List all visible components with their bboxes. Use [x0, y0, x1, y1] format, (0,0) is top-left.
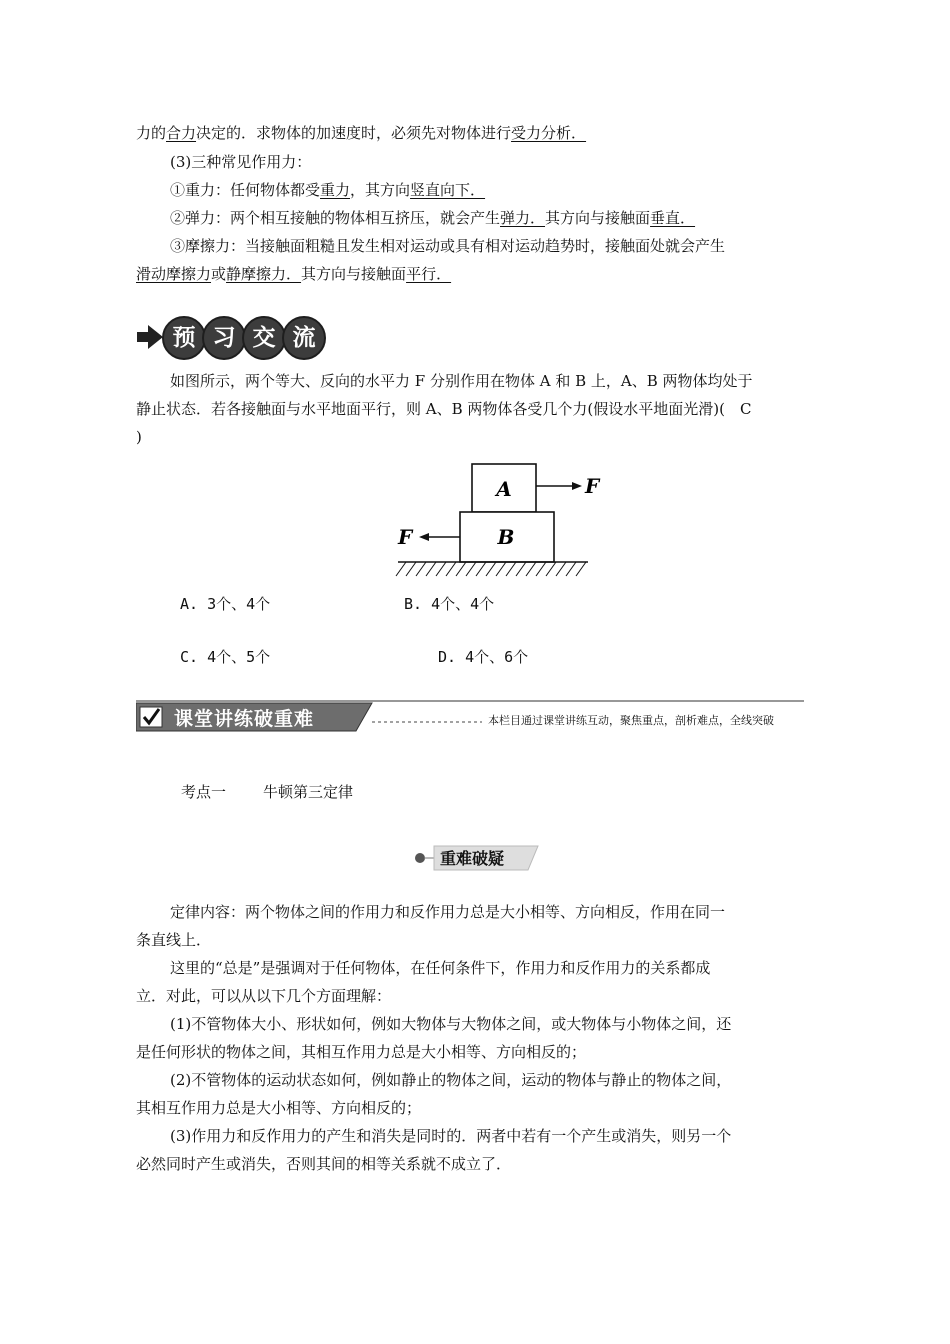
force-diagram: [392, 460, 612, 582]
section-note: 本栏目通过课堂讲练互动，聚焦重点，剖析难点，全线突破: [488, 714, 774, 727]
intro-line-3: [170, 180, 816, 200]
body-p5-line-2: 必然同时产生或消失，否则其间的相等关系就不成立了．: [136, 1155, 512, 1173]
subheading-title: 重难破疑: [440, 849, 505, 868]
arrow-right-icon: [136, 323, 164, 351]
intro-line-6: [136, 264, 816, 284]
text: 力的: [136, 124, 167, 142]
preview-banner: [136, 316, 326, 362]
body-p2-line-1: 这里的“总是”是强调对于任何物体，在任何条件下，作用力和反作用力的关系都成: [170, 959, 711, 977]
banner-char: 流: [282, 316, 326, 360]
body-p4-line-2: 其相互作用力总是大小相等、方向相反的；: [136, 1099, 422, 1117]
block-b-label: B: [497, 525, 515, 549]
arrowhead-left-icon: [419, 533, 429, 541]
intro-line-2: (3)三种常见作用力：: [170, 153, 312, 171]
intro-line-4: [170, 208, 816, 228]
text: 其方向与接触面: [545, 209, 651, 227]
intro-line-5: ③摩擦力：当接触面粗糙且发生相对运动或具有相对运动趋势时，接触面处就会产生: [170, 237, 726, 255]
option-a: A. 3个、4个: [180, 595, 271, 613]
text: 或: [211, 265, 227, 283]
force-left-label: F: [398, 525, 413, 549]
text: ，其方向: [350, 181, 411, 199]
text: ②弹力：两个相互接触的物体相互挤压，就会产生: [170, 209, 501, 227]
text: 决定的．求物体的加速度时，必须先对物体进行: [196, 124, 512, 142]
answer-blank: 平行．: [406, 265, 452, 283]
banner-char: 习: [202, 316, 246, 360]
question-line-1: 如图所示，两个等大、反向的水平力 F 分别作用在物体 A 和 B 上，A、B 两物体均处于: [170, 372, 753, 390]
intro-line-1: [136, 123, 816, 143]
body-p3-line-1: (1)不管物体大小、形状如何，例如大物体与大物体之间，或大物体与小物体之间，还: [170, 1015, 732, 1033]
question-line-2: 静止状态．若各接触面与水平地面平行，则 A、B 两物体各受几个力(假设水平地面光滑)( C: [136, 400, 752, 418]
topic-name: 牛顿第三定律: [263, 783, 354, 801]
body-p3-line-2: 是任何形状的物体之间，其相互作用力总是大小相等、方向相反的；: [136, 1043, 587, 1061]
answer-blank: 弹力．: [500, 209, 546, 227]
answer-blank: 静摩擦力．: [226, 265, 302, 283]
body-p1-line-2: 条直线上．: [136, 931, 212, 949]
answer-blank: 竖直向下．: [410, 181, 486, 199]
ground-hatching: [396, 562, 586, 576]
answer-blank: 垂直．: [650, 209, 696, 227]
block-a-label: A: [496, 477, 512, 501]
question-line-3: ): [136, 428, 142, 446]
answer-blank: 受力分析．: [511, 124, 587, 142]
banner-char: 预: [162, 316, 206, 360]
body-p1-line-1: 定律内容：两个物体之间的作用力和反作用力总是大小相等、方向相反，作用在同一: [170, 903, 726, 921]
answer-blank: 重力: [320, 181, 351, 199]
option-d: D. 4个、6个: [438, 648, 529, 666]
answer-blank: 滑动摩擦力: [136, 265, 212, 283]
section-title: 课堂讲练破重难: [174, 708, 315, 730]
option-c: C. 4个、5个: [180, 648, 271, 666]
arrowhead-right-icon: [572, 482, 582, 490]
text: 其方向与接触面: [301, 265, 407, 283]
body-p2-line-2: 立．对此，可以从以下几个方面理解：: [136, 987, 392, 1005]
text: ①重力：任何物体都受: [170, 181, 321, 199]
body-p5-line-1: (3)作用力和反作用力的产生和消失是同时的．两者中若有一个产生或消失，则另一个: [170, 1127, 732, 1145]
answer-blank: 合力: [166, 124, 197, 142]
banner-char: 交: [242, 316, 286, 360]
force-right-label: F: [585, 474, 600, 498]
topic-label: 考点一: [181, 783, 227, 801]
body-p4-line-1: (2)不管物体的运动状态如何，例如静止的物体之间，运动的物体与静止的物体之间，: [170, 1071, 732, 1089]
option-b: B. 4个、4个: [404, 595, 495, 613]
